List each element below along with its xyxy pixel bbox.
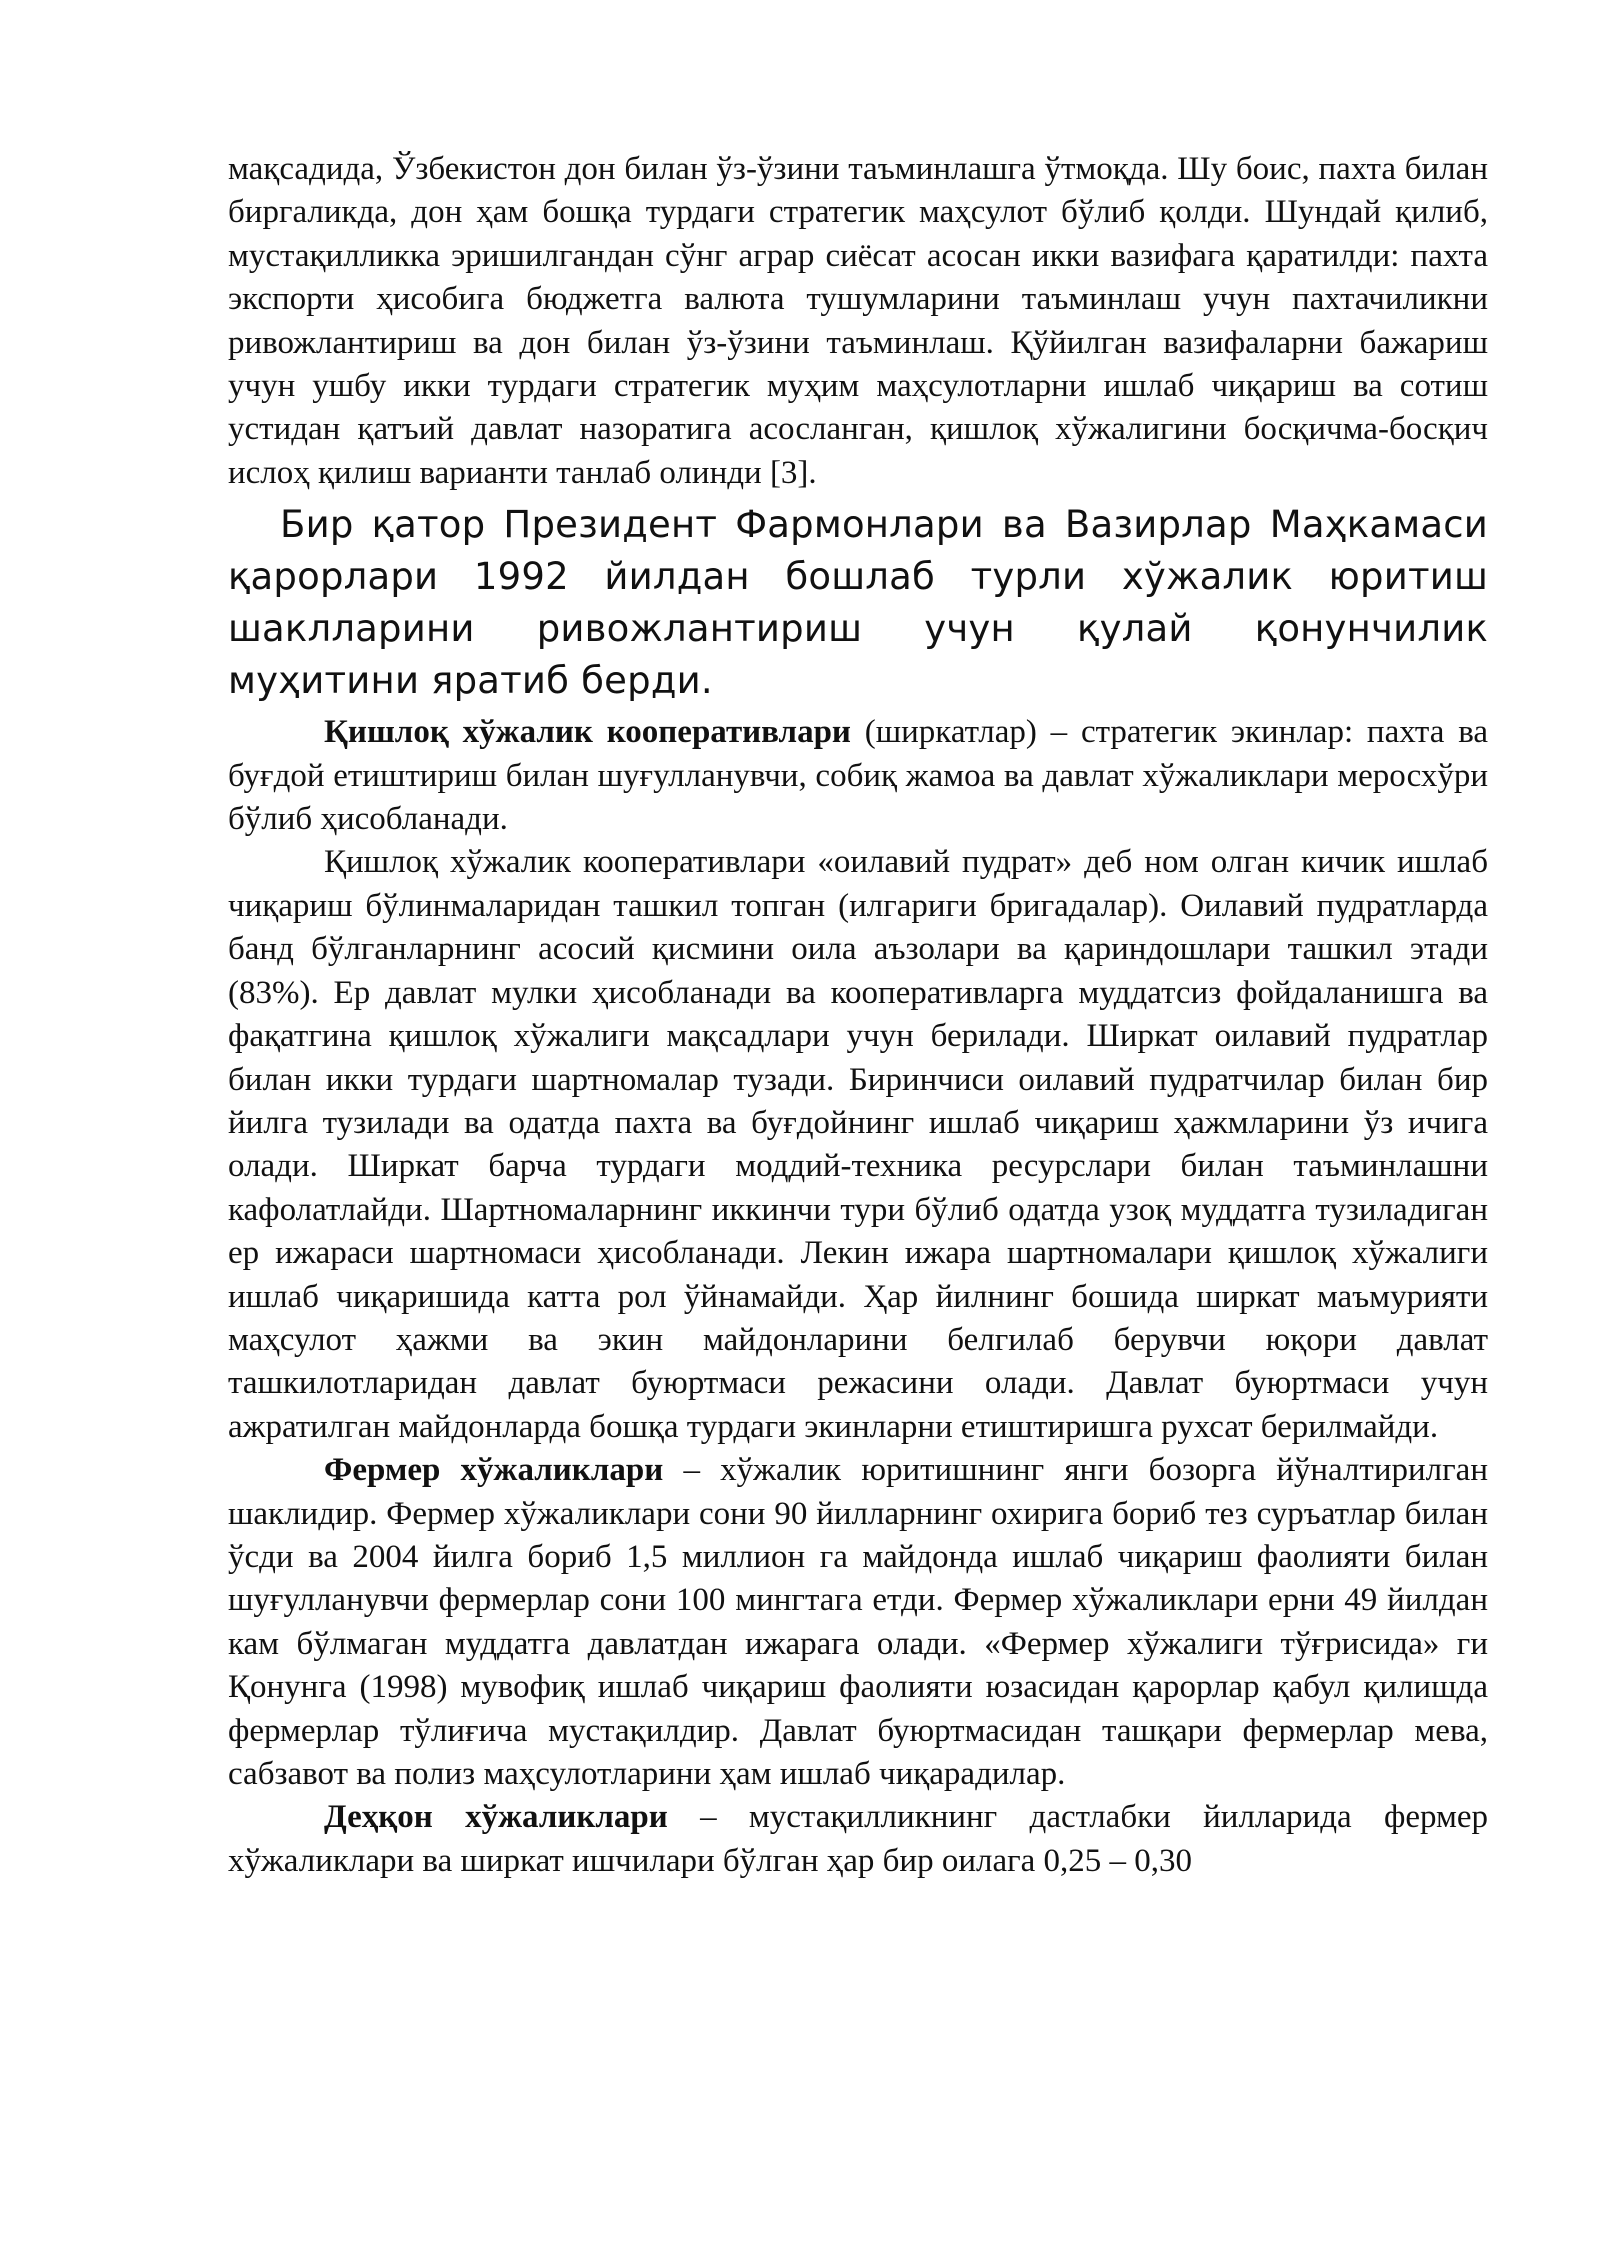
term-heading-dehkan-households: Деҳқон хўжаликлари: [324, 1799, 668, 1836]
paragraph-family-contract: [228, 841, 1488, 1449]
document-page: [228, 148, 1488, 1883]
term-heading-farmer-households: Фермер хўжаликлари: [324, 1452, 664, 1489]
paragraph-dehkan-households: [228, 1796, 1488, 1883]
paragraph-text: Бир қатор Президент Фармонлари ва Вазирлар Маҳкамаси қарорлари 1992 йилдан бошлаб турли хўжалик юритиш шаклларини ривожлантириш учун қулай қонунчилик муҳитини яратиб берди.: [228, 503, 1488, 703]
term-heading-cooperatives: Қишлоқ хўжалик кооперативлари: [324, 714, 851, 751]
paragraph-text: Қишлоқ хўжалик кооперативлари «оилавий пудрат» деб ном олган кичик ишлаб чиқариш бўлинмаларидан ташкил топган (илгариги бригадалар). Оилавий пудратларда банд бўлганларнинг асосий қисмини оила аъзолари ва қариндошлари ташкил этади (83%). Ер давлат мулки ҳисобланади ва кооперативларга муддатсиз фойдаланишга ва фақатгина қишлоқ хўжалиги мақсадлари учун берилади. Ширкат оилавий пудратлар билан икки турдаги шартномалар тузади. Биринчиси оилавий пудратчилар билан бир йилга тузилади ва одатда пахта ва буғдойнинг ишлаб чиқариш ҳажмларини ўз ичига олади. Ширкат барча турдаги моддий-техника ресурслари билан таъминлашни кафолатлайди. Шартномаларнинг иккинчи тури бўлиб одатда узоқ муддатга тузиладиган ер ижараси шартномаси ҳисобланади. Лекин ижара шартномалари қишлоқ хўжалиги ишлаб чиқаришида катта рол ўйнамайди. Ҳар йилнинг бошида ширкат маъмурияти маҳсулот ҳажми ва экин майдонларини белгилаб берувчи юқори давлат ташкилотларидан давлат буюртмаси режасини олади. Давлат буюртмаси учун ажратилган майдонларда бошқа турдаги экинларни етиштиришга рухсат берилмайди.: [228, 844, 1488, 1445]
paragraph-farmer-households: [228, 1449, 1488, 1796]
paragraph-cooperatives: [228, 711, 1488, 841]
paragraph-agrarian-policy: [228, 148, 1488, 495]
paragraph-text: – хўжалик юритишнинг янги бозорга йўналтирилган шаклидир. Фермер хўжаликлари сони 90 йилларнинг охирига бориб тез суръатлар билан ўсди ва 2004 йилга бориб 1,5 миллион га майдонда ишлаб чиқариш фаолияти билан шуғулланувчи фермерлар сони 100 мингтага етди. Фермер хўжаликлари ерни 49 йилдан кам бўлмаган муддатга давлатдан ижарага олади. «Фермер хўжалиги тўғрисида» ги Қонунга (1998) мувофиқ ишлаб чиқариш фаолияти юзасидан қарорлар қабул қилишда фермерлар тўлиғича мустақилдир. Давлат буюртмасидан ташқари фермерлар мева, сабзавот ва полиз маҳсулотларини ҳам ишлаб чиқарадилар.: [228, 1452, 1488, 1792]
paragraph-text: (ширкатлар) – стратегик экинлар: пахта ва буғдой етиштириш билан шуғулланувчи, собиқ жамоа ва давлат хўжаликлари меросхўри бўлиб ҳисобланади.: [228, 714, 1488, 838]
paragraph-presidential-decrees: [228, 499, 1488, 707]
paragraph-text: – мустақилликнинг дастлабки йилларида фермер хўжаликлари ва ширкат ишчилари бўлган ҳар бир оилага 0,25 – 0,30: [228, 1799, 1489, 1879]
paragraph-text: мақсадида, Ўзбекистон дон билан ўз-ўзини таъминлашга ўтмоқда. Шу боис, пахта билан биргаликда, дон ҳам бошқа турдаги стратегик маҳсулот бўлиб қолди. Шундай қилиб, мустақилликка эришилгандан сўнг аграр сиёсат асосан икки вазифага қаратилди: пахта экспорти ҳисобига бюджетга валюта тушумларини таъминлаш учун пахтачиликни ривожлантириш ва дон билан ўз-ўзини таъминлаш. Қўйилган вазифаларни бажариш учун ушбу икки турдаги стратегик муҳим маҳсулотларни ишлаб чиқариш ва сотиш устидан қатъий давлат назоратига асосланган, қишлоқ хўжалигини босқичма-босқич ислоҳ қилиш варианти танлаб олинди [3].: [228, 151, 1488, 491]
